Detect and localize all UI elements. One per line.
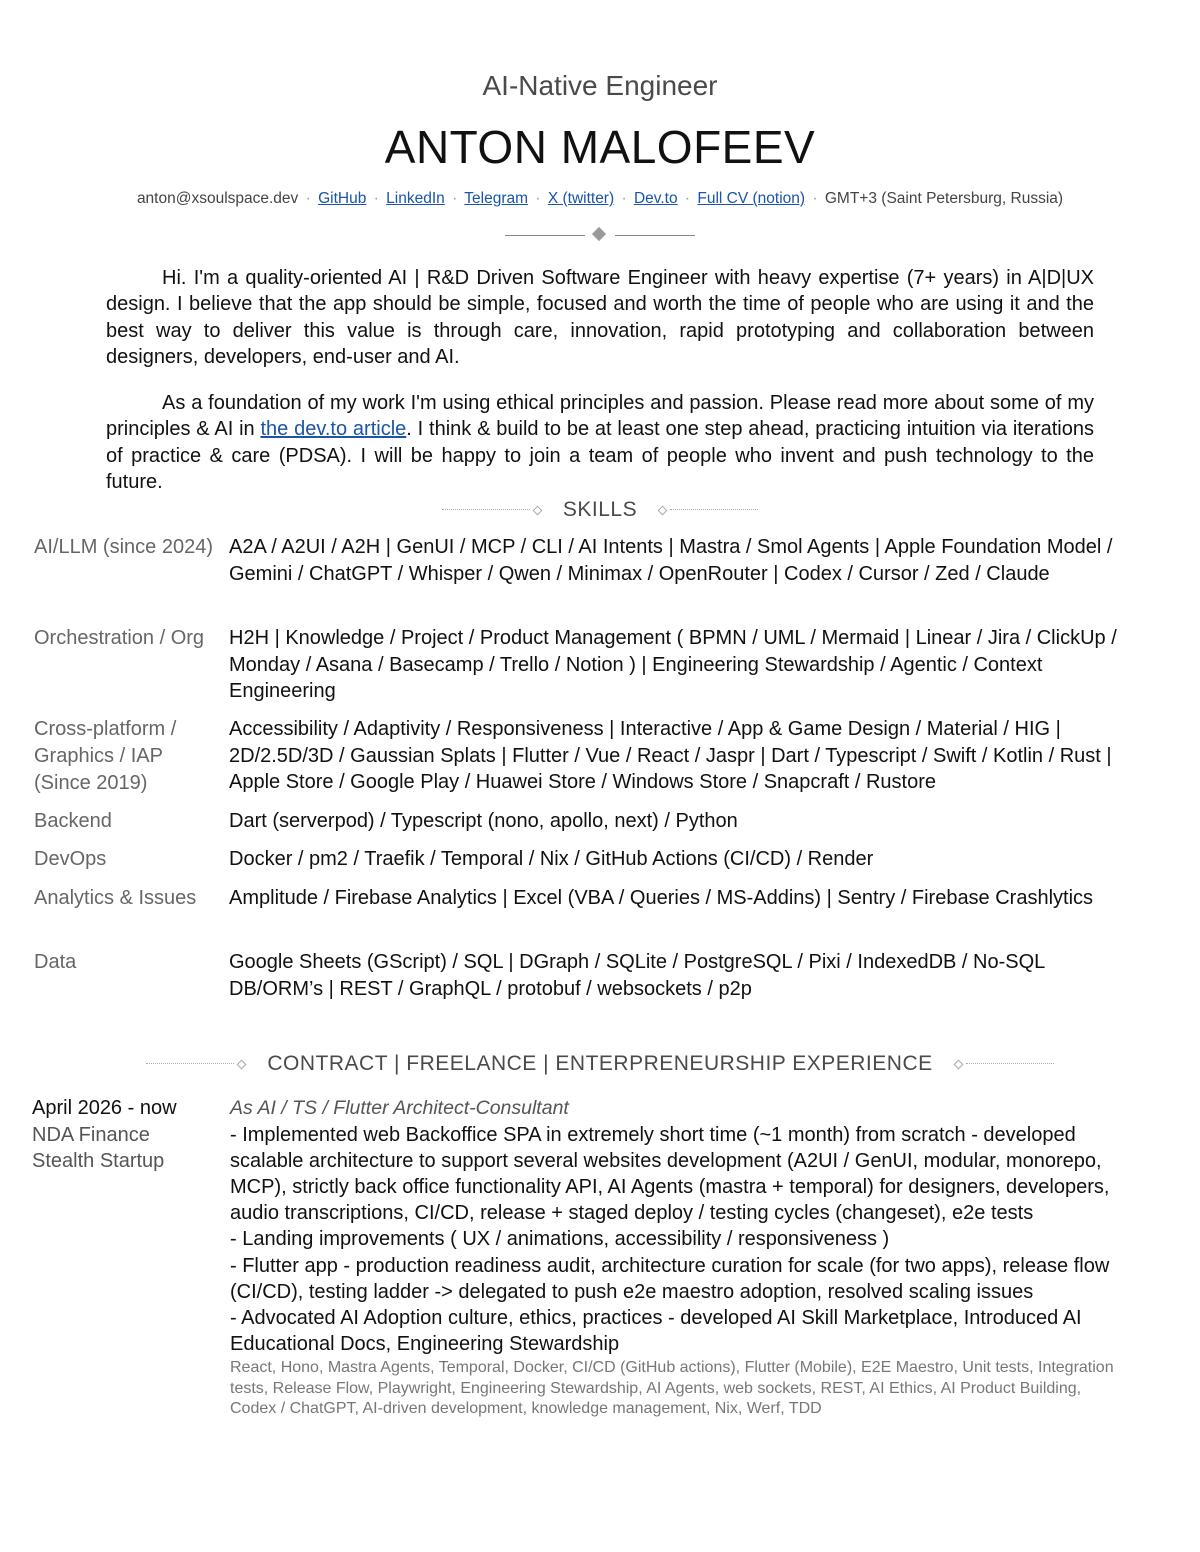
skill-values: Accessibility / Adaptivity / Responsiveness | Interactive / App & Game Design / Material / HIG | 2D/2.5D/3D / Gaussian Splats | Flutter / Vue / React / Jaspr | Dart / Typescript / Swift / Kotlin / Rust | Apple Store / Google Play / Huawei Store / Windows Store / Snapcraft / Rustore	[229, 718, 1112, 793]
github-link[interactable]: GitHub	[318, 190, 367, 207]
full-cv-link[interactable]: Full CV (notion)	[697, 190, 806, 207]
job-title: AI-Native Engineer	[482, 70, 718, 101]
skill-category: Orchestration / Org	[34, 627, 205, 649]
separator-dot: ·	[812, 190, 818, 207]
list-item: - Landing improvements ( UX / animations, accessibility / responsiveness )	[230, 1228, 890, 1251]
intro-paragraph-2: As a foundation of my work I'm using ethical principles and passion. Please read more about some of my principles & AI in the dev.to article. I think & build to be at least one step ahead, practicing intuition via iterations of practice & care (PDSA). I will be happy to join a team of people who invent and push technology to the future.	[106, 392, 1094, 493]
section-title: CONTRACT | FREELANCE | ENTERPRENEURSHIP EXPERIENCE	[267, 1052, 933, 1075]
experience-section-header	[0, 1052, 1200, 1076]
skill-category: Backend	[34, 810, 112, 832]
experience-bullets	[230, 1122, 1130, 1358]
timezone-text: GMT+3 (Saint Petersburg, Russia)	[824, 190, 1064, 207]
intro-paragraph-1: Hi. I'm a quality-oriented AI | R&D Driven Software Engineer with heavy expertise (7+ years) in A|D|UX design. I believe that the app should be simple, focused and worth the time of people who are using it and the best way to deliver this value is through care, innovation, rapid prototyping and collaboration between designers, developers, end-user and AI.	[106, 267, 1094, 368]
section-title: SKILLS	[562, 498, 638, 521]
twitter-link[interactable]: X (twitter)	[547, 190, 615, 207]
telegram-link[interactable]: Telegram	[464, 190, 529, 207]
diamond-icon	[532, 505, 542, 515]
diamond-icon	[658, 505, 668, 515]
experience-date: April 2026 - now	[32, 1097, 177, 1119]
diamond-icon	[953, 1059, 963, 1069]
separator-dot: ·	[305, 190, 311, 207]
experience-company: NDA Finance Stealth Startup	[32, 1123, 165, 1172]
diamond-icon	[237, 1059, 247, 1069]
experience-tech-stack: React, Hono, Mastra Agents, Temporal, Docker, CI/CD (GitHub actions), Flutter (Mobile), E2E Maestro, Unit tests, Integration tests, Release Flow, Playwright, Engineering Stewardship, AI Agents, web sockets, REST, AI Ethics, AI Product Building, Codex / ChatGPT, AI-driven development, knowledge management, Nix, Werf, TDD	[230, 1359, 1114, 1418]
email-text: anton@xsoulspace.dev	[136, 190, 299, 207]
devto-link[interactable]: Dev.to	[633, 190, 678, 207]
list-item: - Implemented web Backoffice SPA in extremely short time (~1 month) from scratch - developed scalable architecture to support several websites development (A2UI / GenUI, modular, monorepo, MCP), strictly back office functionality API, AI Agents (mastra + temporal) for designers, developers, audio transcriptions, CI/CD, release + staged deploy / testing cycles (changeset), e2e tests	[230, 1123, 1110, 1225]
contact-line	[0, 190, 1200, 208]
candidate-name: ANTON MALOFEEV	[384, 121, 816, 173]
separator-dot: ·	[621, 190, 627, 207]
list-item: - Advocated AI Adoption culture, ethics, practices - developed AI Skill Marketplace, Introduced AI Educational Docs, Engineering Stewardship	[230, 1306, 1082, 1356]
skill-values: A2A / A2UI / A2H | GenUI / MCP / CLI / AI Intents | Mastra / Smol Agents | Apple Foundation Model / Gemini / ChatGPT / Whisper / Qwen / Minimax / OpenRouter | Codex / Cursor / Zed / Claude	[229, 536, 1113, 585]
separator-dot: ·	[373, 190, 379, 207]
skill-values: Amplitude / Firebase Analytics | Excel (VBA / Queries / MS-Addins) | Sentry / Firebase Crashlytics	[229, 887, 1094, 909]
skill-category: Data	[34, 951, 77, 973]
experience-meta	[32, 1095, 212, 1175]
diamond-icon	[592, 227, 606, 241]
skill-values: Dart (serverpod) / Typescript (nono, apollo, next) / Python	[229, 810, 738, 832]
header-divider	[505, 226, 695, 244]
experience-details	[230, 1095, 1130, 1420]
devto-article-link[interactable]: the dev.to article	[260, 418, 407, 441]
separator-dot: ·	[452, 190, 458, 207]
skill-values: Google Sheets (GScript) / SQL | DGraph / SQLite / PostgreSQL / Pixi / IndexedDB / No-SQL DB/ORM’s | REST / GraphQL / protobuf / websockets / p2p	[229, 951, 1045, 1000]
skill-category: Cross-platform / Graphics / IAP (Since 2019)	[34, 718, 177, 794]
separator-dot: ·	[684, 190, 691, 207]
skill-category: Analytics & Issues	[34, 887, 197, 909]
skill-category: DevOps	[34, 848, 107, 870]
skill-values: H2H | Knowledge / Project / Product Management ( BPMN / UML / Mermaid | Linear / Jira / ClickUp / Monday / Asana / Basecamp / Trello / Notion ) | Engineering Stewardship / Agentic / Context Engineering	[229, 627, 1117, 702]
experience-role: As AI / TS / Flutter Architect-Consultant	[230, 1097, 569, 1119]
list-item: - Flutter app - production readiness audit, architecture curation for scale (for two apps), release flow (CI/CD), testing ladder -> delegated to push e2e maestro adoption, resolved scaling issues	[230, 1254, 1110, 1303]
linkedin-link[interactable]: LinkedIn	[386, 190, 445, 207]
skills-section-header	[0, 498, 1200, 522]
skill-values: Docker / pm2 / Traefik / Temporal / Nix / GitHub Actions (CI/CD) / Render	[229, 848, 874, 870]
skill-category: AI/LLM (since 2024)	[34, 536, 213, 558]
separator-dot: ·	[535, 190, 541, 207]
